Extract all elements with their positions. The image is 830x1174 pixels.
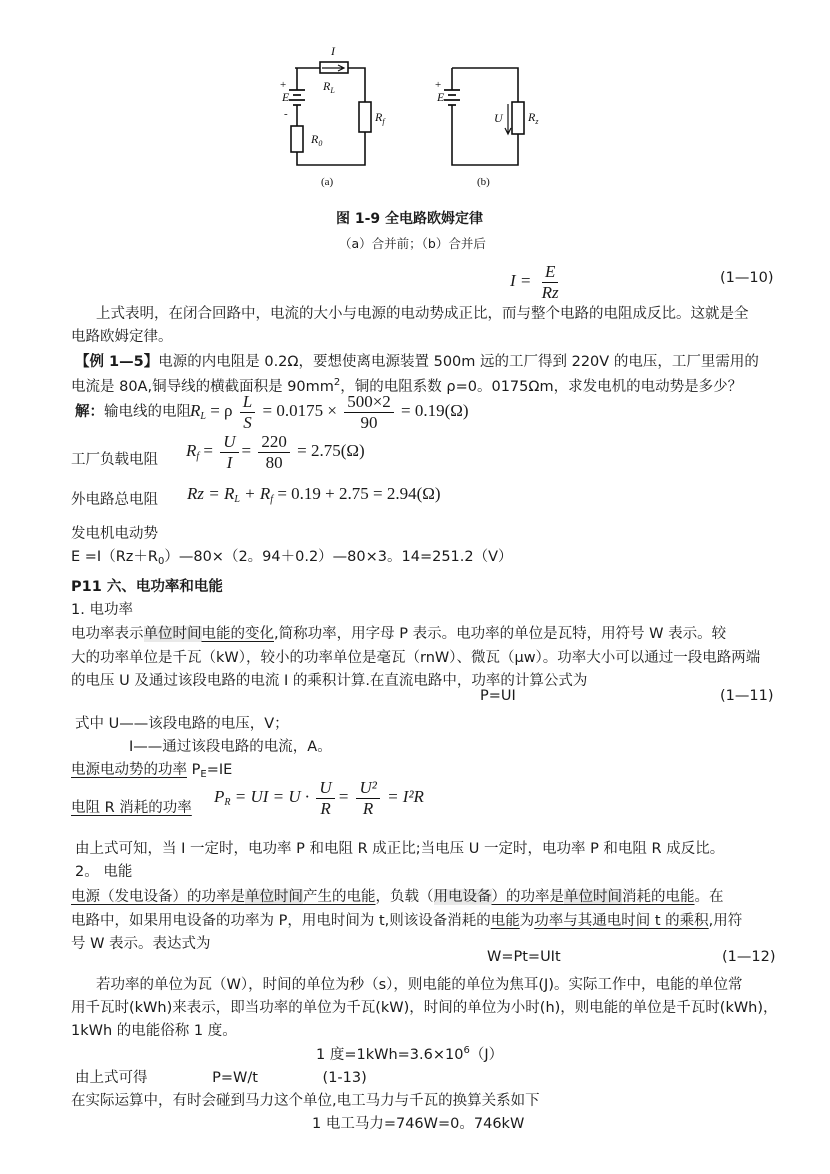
svg-text:E: E: [437, 90, 445, 104]
resistor-Rf: [359, 102, 371, 132]
formula-Rf: $R_f$ = $\frac{U}{I}$ = $\frac{220}{80}$ = 2.75(Ω): [186, 432, 365, 472]
energy-paragraph: 号 W 表示。表达式为: [71, 936, 211, 952]
subsection-heading: 1. 电功率: [71, 602, 133, 618]
resistor-Rz: [512, 102, 524, 134]
energy-paragraph: 电路中，如果用电设备的功率为 P，用电时间为 t,则该设备消耗的电能为功率与其通电时间 t 的乘积,用符: [71, 913, 743, 929]
power-paragraph: 大的功率单位是千瓦（kW），较小的功率单位是毫瓦（rnW）、微瓦（μw）。功率大小可以通过一段电路两端: [71, 650, 761, 666]
equation-1-11: P=UI: [480, 688, 516, 704]
solution-line-3: 外电路总电阻: [71, 492, 158, 508]
example-line: 电流是 80A,铜导线的横截面积是 $90mm^2$，铜的电阻系数 ρ=0。0175Ωm，求发电机的电动势是多少？: [71, 377, 743, 395]
example-line: 【例 1—5】电源的内电阻是 0.2Ω，要想使离电源装置 500m 远的工厂得到 220V 的电压，工厂里需用的: [75, 354, 759, 370]
where-line: I——通过该段电路的电流，A。: [129, 739, 332, 755]
svg-text:+: +: [280, 79, 287, 91]
svg-text:RL: $R_L$: [323, 79, 335, 95]
label-I: I: [331, 44, 335, 58]
svg-text:R0: $R_0$: [311, 132, 323, 148]
battery-a: [289, 90, 305, 105]
paragraph: 电路欧姆定律。: [71, 329, 173, 345]
equation-tag: (1—12): [722, 949, 776, 965]
degree-equation: 1 度$=1kWh=3.6\times 10^6(J)$: [316, 1045, 504, 1063]
svg-text:Rf: $R_f$: [375, 110, 385, 126]
derived-equation: 由上式可得 P=W/t (1-13): [75, 1070, 367, 1086]
equation-1-10: I = $\frac{E}{Rz}$: [510, 262, 559, 302]
battery-b: [444, 90, 460, 105]
energy-paragraph: 1kWh 的电能俗称 1 度。: [71, 1023, 237, 1039]
formula-PR: $P_R$ = UI = U · $\frac{U}{R}$ = $\frac{\text{U²}}{R}$ = I²R: [214, 778, 424, 818]
power-conclusion: 由上式可知，当 I 一定时，电功率 P 和电阻 R 成正比;当电压 U 一定时，电功率 P 和电阻 R 成反比。: [75, 841, 725, 857]
equation-tag: (1—10): [720, 270, 774, 286]
figure-caption: 图 1-9 全电路欧姆定律: [336, 211, 484, 227]
svg-text:E: E: [282, 90, 290, 104]
power-paragraph: 电功率表示单位时间电能的变化,简称功率，用字母 P 表示。电功率的单位是瓦特，用符号 W 表示。较: [71, 626, 727, 642]
equation-tag: (1—11): [720, 688, 774, 704]
svg-text:(a): (a): [321, 176, 334, 188]
energy-paragraph: 用千瓦时(kWh)来表示，即当功率的单位为千瓦(kW)，时间的单位为小时(h)，则电能的单位是千瓦时(kWh)，: [71, 1000, 778, 1016]
solution-line-5: $E =I(Rz+R_0)—80\times(2$。94＋0.2）—80×3。14=251.2（V）: [71, 549, 513, 567]
equation-1-12: W=Pt=UIt: [487, 949, 561, 965]
where-line: 式中 U——该段电路的电压，V；: [75, 716, 289, 732]
subsection-heading: 2。 电能: [75, 864, 133, 880]
svg-text:+: +: [435, 79, 442, 91]
formula-RL: $R_L = \rho$ $\frac{L}{S}$ = 0.0175 × $\frac{500\times 2}{90}$ = 0.19(Ω): [190, 392, 469, 432]
section-heading: P11 六、电功率和电能: [71, 579, 223, 595]
svg-text:(b): (b): [477, 176, 490, 188]
resistor-power-label: 电阻 R 消耗的功率: [71, 800, 192, 816]
formula-Rz: $Rz = R_L + R_f = 0.19 + 2.75 = 2.94(\Omega)$: [187, 484, 441, 505]
energy-paragraph: 在实际运算中，有时会碰到马力这个单位,电工马力与千瓦的换算关系如下: [71, 1093, 540, 1109]
paragraph: 上式表明，在闭合回路中，电流的大小与电源的电动势成正比，而与整个电路的电阻成反比。这就是全: [96, 306, 749, 322]
solution-line-4: 发电机电动势: [71, 526, 158, 542]
resistor-R0: [291, 126, 303, 152]
svg-text:-: -: [284, 108, 288, 120]
figure-subcaption: （a）合并前；（b）合并后: [339, 236, 486, 251]
solution-line-2: 工厂负载电阻: [71, 452, 158, 468]
voltage-arrow-icon: [505, 104, 511, 134]
solution-line-1: 解：输电线的电阻: [75, 404, 191, 420]
svg-text:Rz: $R_z$: [528, 110, 539, 126]
source-power: 电源电动势的功率 $P_E=IE$: [71, 762, 233, 780]
energy-paragraph: 电源（发电设备）的功率是单位时间产生的电能，负载（用电设备）的功率是单位时间消耗的电能。在: [71, 889, 724, 905]
horsepower-equation: 1 电工马力=746W=0。746kW: [312, 1116, 525, 1132]
power-paragraph: 的电压 U 及通过该段电路的电流 I 的乘积计算.在直流电路中，功率的计算公式为: [71, 673, 588, 689]
svg-text:U: U: [494, 111, 503, 125]
energy-paragraph: 若功率的单位为瓦（W），时间的单位为秒（s），则电能的单位为焦耳(J)。实际工作中，电能的单位常: [96, 977, 743, 993]
circuit-figure: [0, 0, 830, 200]
